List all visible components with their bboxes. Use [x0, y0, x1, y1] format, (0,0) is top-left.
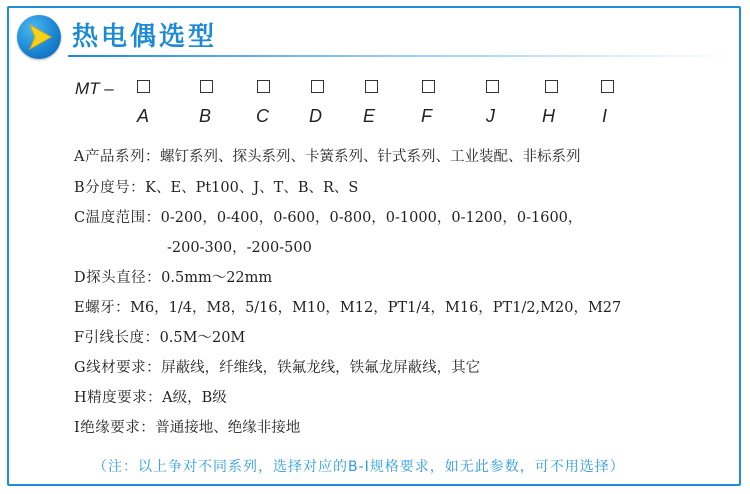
code-slot-b-label: B [199, 106, 212, 126]
spec-value: 0.5mm～22mm [161, 270, 273, 286]
code-slot-a-label: A [137, 106, 150, 126]
code-slot-j-box [486, 80, 499, 93]
spec-graduation [74, 178, 358, 198]
spec-label: D探头直径： [74, 270, 162, 286]
code-slot-j-label: J [486, 106, 495, 126]
spec-insulation [74, 418, 300, 438]
spec-product-series [74, 147, 580, 167]
code-slot-h-box [545, 80, 558, 93]
spec-value: M6，1/4，M8，5/16，M10，M12，PT1/4，M16，PT1/2,M20，M27 [130, 300, 622, 316]
content-frame [7, 6, 741, 486]
selection-note: （注：以上争对不同系列，选择对应的B-I规格要求，如无此参数，可不用选择） [93, 459, 625, 475]
code-slot-i-label: I [602, 106, 608, 126]
spec-label: H精度要求： [74, 390, 163, 406]
spec-accuracy [74, 388, 227, 408]
spec-label: I绝缘要求： [74, 420, 156, 436]
code-slot-c-box [257, 80, 270, 93]
spec-label: B分度号： [74, 180, 146, 196]
title-underline [68, 55, 736, 57]
code-slot-c-label: C [256, 106, 269, 126]
spec-value: 普通接地、绝缘非接地 [155, 420, 301, 436]
page-title: 热电偶选型 [72, 22, 218, 52]
spec-lead-length [74, 328, 245, 348]
spec-temperature-range [74, 208, 582, 228]
spec-label: E螺牙： [74, 300, 131, 316]
code-slot-d-label: D [309, 106, 322, 126]
spec-value: -200-300，-200-500 [167, 240, 312, 256]
code-slot-f-label: F [421, 106, 432, 126]
spec-value: 0-200，0-400，0-600，0-800，0-1000，0-1200，0-1600， [160, 210, 583, 226]
code-slot-e-box [365, 80, 378, 93]
play-arrow-icon [17, 15, 61, 59]
spec-value: 螺钉系列、探头系列、卡簧系列、针式系列、工业装配、非标系列 [159, 149, 581, 165]
spec-probe-diameter [74, 268, 272, 288]
model-prefix: MT – [75, 79, 114, 98]
spec-label: A产品系列： [74, 149, 160, 165]
spec-label: C温度范围： [74, 210, 161, 226]
code-slot-d-box [311, 80, 324, 93]
code-slot-b-box [200, 80, 213, 93]
spec-wire-material [74, 358, 480, 378]
code-slot-f-box [422, 80, 435, 93]
spec-value: K、E、Pt100、J、T、B、R、S [145, 180, 359, 196]
code-slot-a-box [137, 80, 150, 93]
code-slot-h-label: H [542, 106, 555, 126]
code-slot-i-box [601, 80, 614, 93]
spec-value: 屏蔽线，纤维线，铁氟龙线，铁氟龙屏蔽线，其它 [161, 360, 481, 376]
spec-label: F引线长度： [74, 330, 160, 346]
spec-thread [74, 298, 621, 318]
spec-value: A级，B级 [162, 390, 227, 406]
spec-temperature-range-continued [167, 238, 312, 258]
spec-label: G线材要求： [74, 360, 162, 376]
code-slot-e-label: E [363, 106, 376, 126]
spec-value: 0.5M～20M [159, 330, 246, 346]
